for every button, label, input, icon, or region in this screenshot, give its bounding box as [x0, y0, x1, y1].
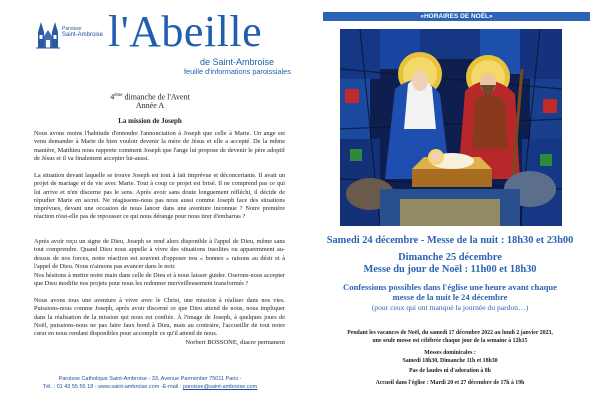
holiday-period: Pendant les vacances de Noël, du samedi 17 décembre 2022 au lundi 2 janvier 2023,: [347, 330, 553, 336]
sunday-number: 4: [110, 92, 115, 102]
confessions-line1: Confessions possibles dans l'église une heure avant chaque: [342, 282, 557, 292]
footer-address: Paroisse Catholique Saint-Ambroise - 33, Avenue Parmentier 75011 Paris -: [58, 376, 242, 382]
nativity-stained-glass-image: [340, 29, 562, 226]
sunday-masses-heading: Messes dominicales :: [424, 350, 476, 356]
paragraph: Après avoir reçu un signe de Dieu, Joseph se rend alors disponible à l'appel de Dieu, même sans tout comprendre. Quand Dieu nous appelle à vivre des situations insolites ou apparemment au-dessus de nos forces, notre réaction est souvent d'opposer nos « bonnes » raisons au désir et à l'appel de Dieu. Nous n'aimons pas avancer dans le noir.: [34, 238, 285, 270]
holiday-weekday-mass: une seule messe est célébrée chaque jour de la semaine à 12h15: [372, 337, 528, 344]
paragraph: Nous avons tous une aventure à vivre avec le Christ, une mission à réaliser dans nos vies. Puissions-nous comme Joseph, après avoir discerné ce que Dieu attend de nous, nous impliquer dans la réalisation de la mission qui nous est confiée. À l'image de Joseph, à quelques jours de Noël, puissions-nous ne pas faire faux bond à Dieu, mais au contraire, l'accueillir de tout notre cœur en nous rendant disponibles pour accomplir ce qu'il attend de nous.: [34, 297, 285, 338]
masthead-title: l'Abeille: [108, 7, 263, 56]
christmas-day-date: Dimanche 25 décembre: [398, 252, 502, 263]
no-lauds-note: Pas de laudes ni d'adoration à 8h: [409, 368, 491, 374]
liturgical-year: Année A: [135, 101, 165, 110]
footer-email-link[interactable]: paroisse@saint-ambroise.com: [182, 384, 258, 390]
article-title: La mission de Joseph: [118, 117, 182, 125]
christmas-day-mass: Messe du jour de Noël : 11h00 et 18h30: [363, 264, 537, 275]
sunday-masses-times: Samedi 18h30, Dimanche 11h et 18h30: [402, 357, 498, 364]
footer-contact: [0, 384, 300, 391]
paragraph: La situation devant laquelle se trouve Joseph est tout à fait imprévue et déconcertante. Il avait un projet de mariage et de vie avec Marie. Tout à coup ce projet est brisé. Il ne comprend pas ce qui lui arrive et n'en discerne pas le sens. Après avoir sans doute longuement réfléchi, il décide de répudier Marie en secret. Ne réagissons-nous pas nous aussi comme Joseph face des situations imprévues, devant une occasion de nous lancer dans une aventure inconnue ? Notre première réaction n'est-elle pas de repousser ce qui nous dérange pour nous tirer d'embarras ?: [34, 172, 285, 221]
sunday-suffix: ème: [114, 93, 123, 98]
logo-line1: Paroisse: [62, 26, 82, 32]
masthead-tagline: feuille d'informations paroissiales: [184, 67, 291, 76]
paragraph: Nous avons moins l'habitude d'entendre l'annonciation à Joseph que celle à Marie. Un ange est venu demander à Marie de bien vouloir devenir la mère de Jésus et elle a accepté. De la même manière, Matthieu nous rapporte comment Joseph que l'ange lui propose de devenir le père adoptif de Jésus et il va finalement accepter lui-aussi.: [34, 130, 285, 162]
masthead-subtitle: de Saint-Ambroise: [200, 57, 275, 67]
signature: Norbert BOSSONE, diacre permanent: [185, 339, 285, 346]
footer-phone-web: Tél. : 01 43 55 56 18 - www.saint-ambroise.com -E-mail :: [42, 384, 183, 390]
church-welcome-hours: Accueil dans l'église : Mardi 20 et 27 décembre de 17h à 19h: [375, 380, 525, 386]
christmas-schedule-banner: «HORAIRES DE NOËL»: [323, 12, 590, 21]
parish-logo-text: [62, 26, 103, 38]
pardon-note: (pour ceux qui ont manqué la journée du pardon…): [371, 303, 529, 312]
christmas-eve-mass: Samedi 24 décembre - Messe de la nuit : 18h30 et 23h00: [326, 235, 574, 246]
sunday-rest: dimanche de l'Avent: [122, 92, 190, 102]
confessions-line2: messe de la nuit le 24 décembre: [392, 292, 508, 302]
newsletter-right-page: [300, 0, 600, 411]
logo-line2: Saint-Ambroise: [62, 32, 104, 38]
paragraph: Nos hésitons à mettre notre main dans celle de Dieu et à nous laisser guider. Oserons-nous accepter que Dieu modifie nos projets pour nous les redonner merveilleusement transformés ?: [34, 272, 285, 288]
